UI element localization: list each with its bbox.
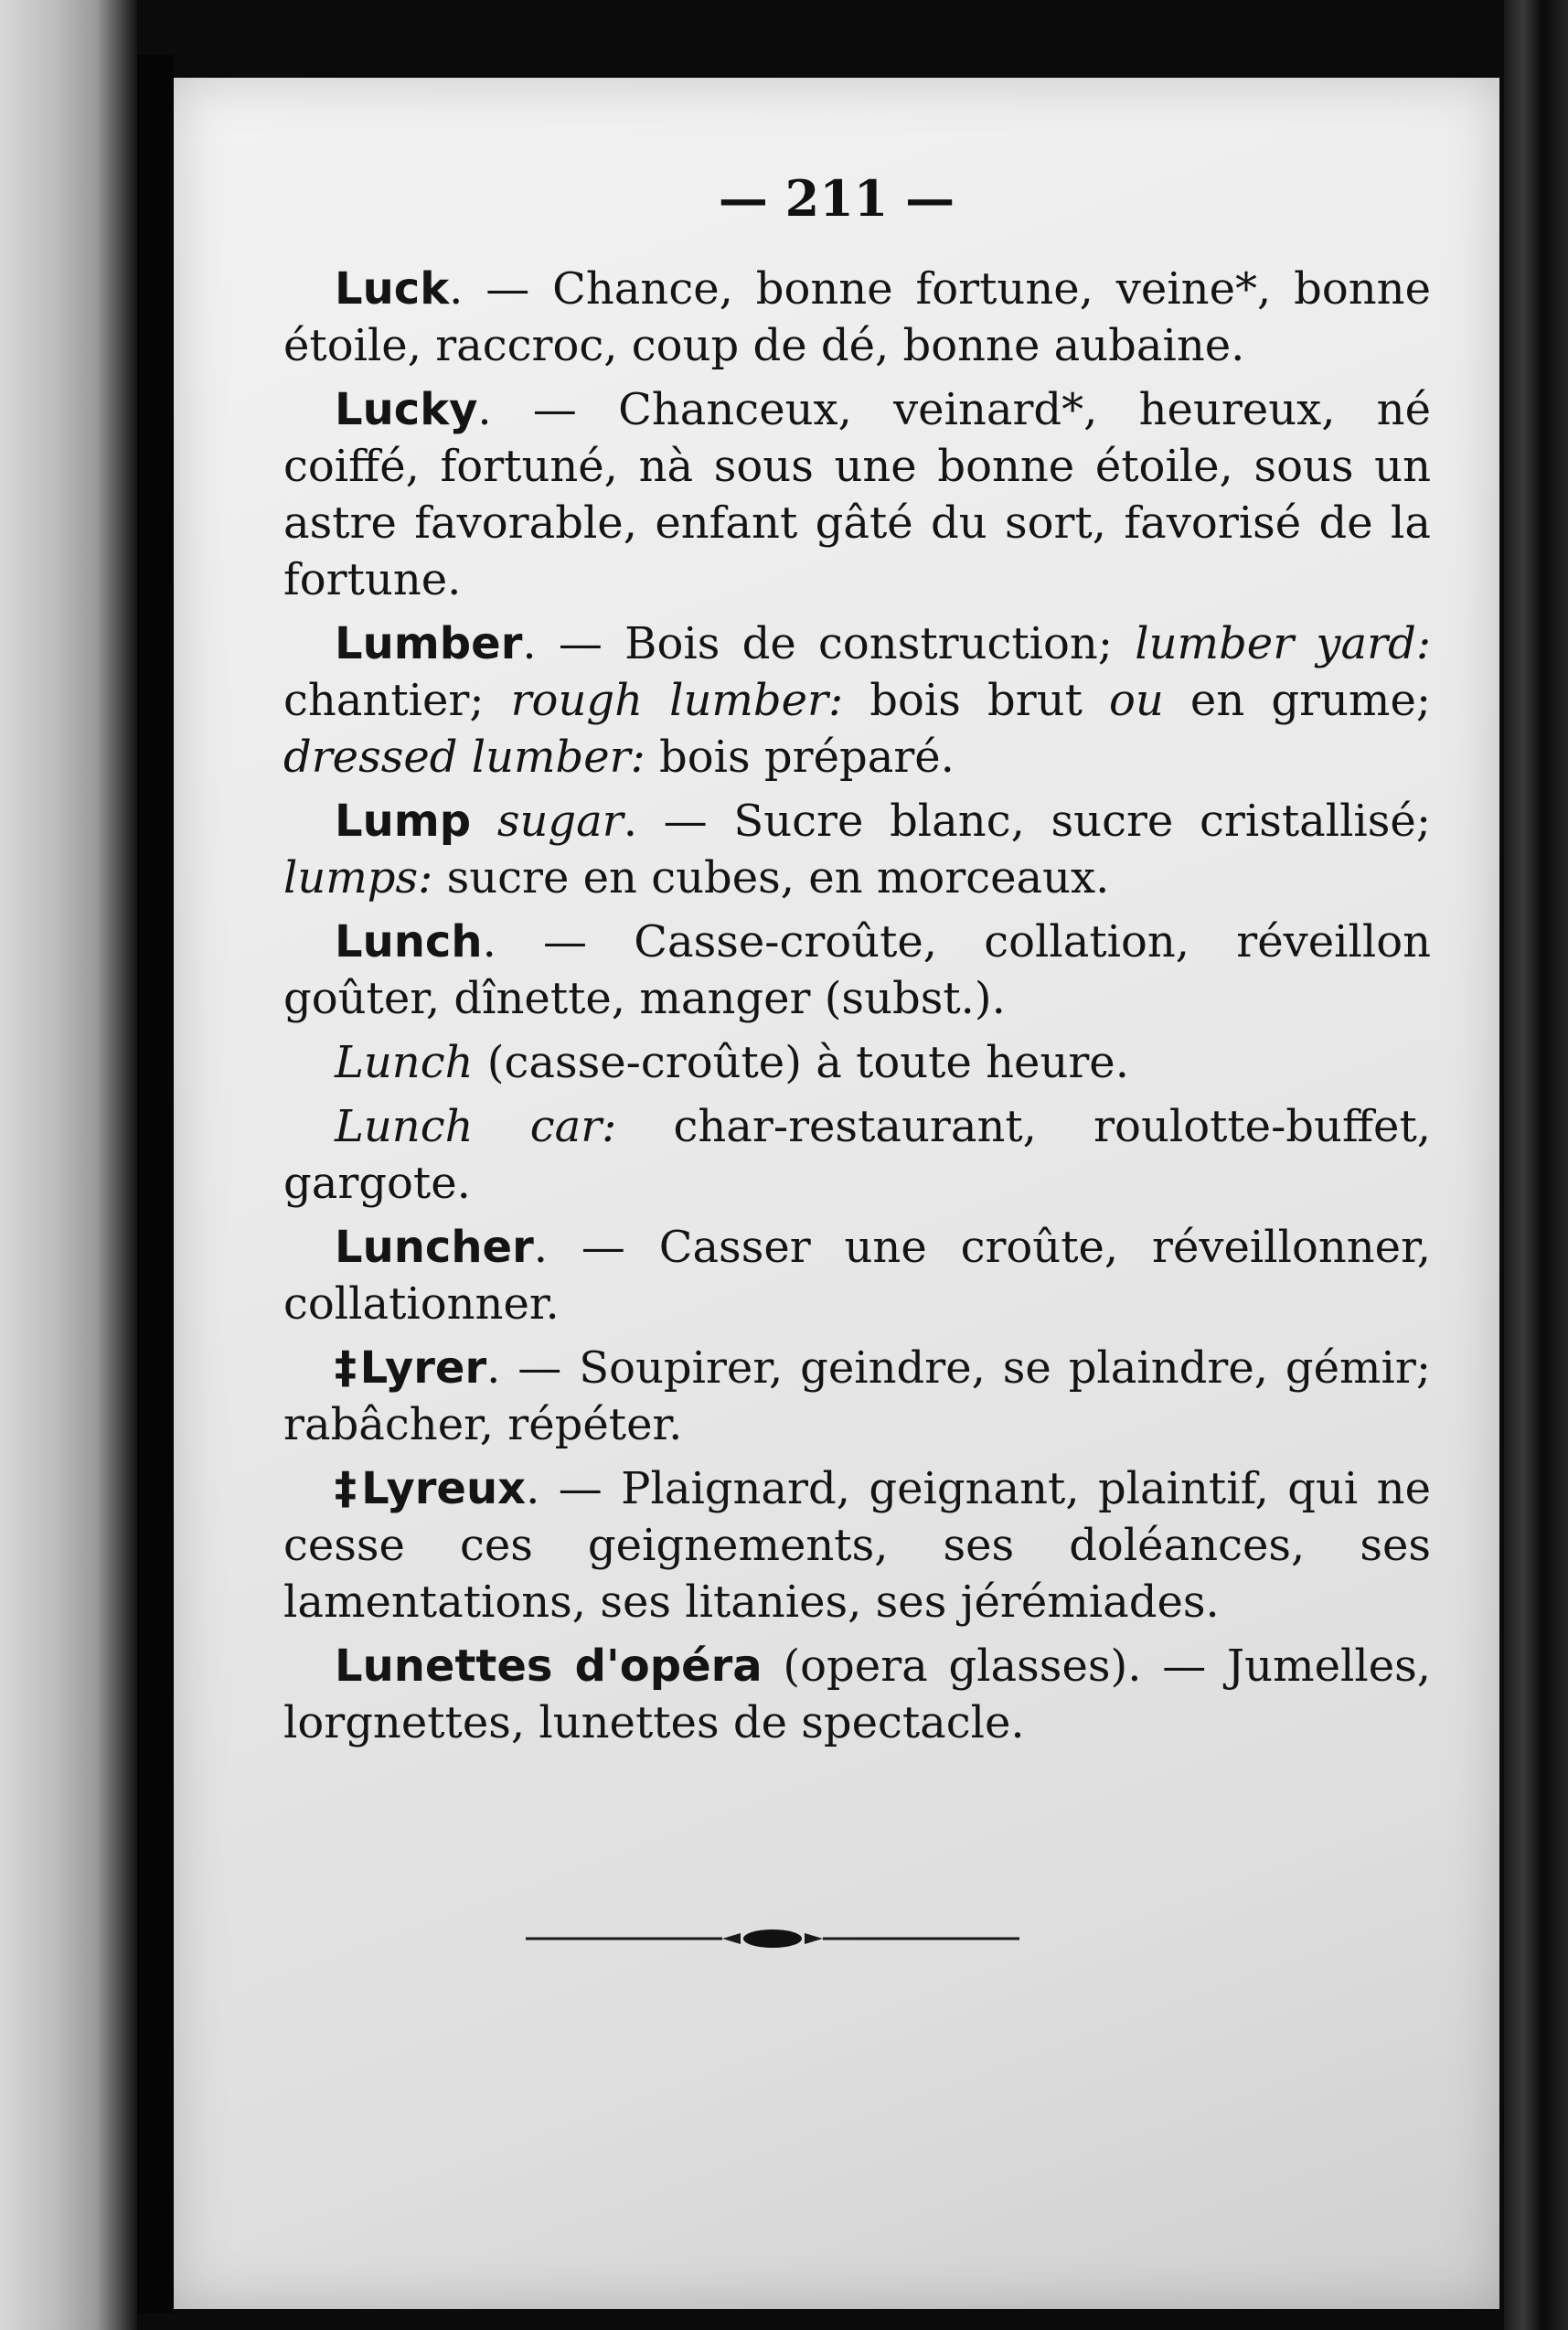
definition: chantier; [283,675,511,726]
italic-term: sugar [496,796,624,847]
definition: . — Bois de construction; [522,618,1136,669]
headword: Lunettes d'opéra [335,1641,763,1692]
headword: Lucky [335,384,478,435]
binding-edge [0,0,137,2330]
entry-lunettes-dopera [283,1638,1431,1751]
entry-lump-sugar [283,793,1431,906]
definition: . — Sucre blanc, sucre cristallisé; [623,796,1431,847]
definition: char-restaurant, roulotte-buffet, gargote. [283,1101,1432,1209]
italic-term: Lunch [335,1037,474,1088]
headword: Luncher [335,1222,534,1273]
definition: . — Plaignard, geignant, plaintif, qui ne cesse ces geignements, ses doléances, ses lamentations, ses litanies, ses jérémiades. [283,1463,1431,1628]
definition: en grume; [1163,675,1432,726]
definition: sucre en cubes, en morceaux. [432,852,1110,903]
headword: Lumber [335,618,523,669]
definition: . — Chanceux, veinard*, heureux, né coiffé, fortuné, nà sous une bonne étoile, sous un astre favorable, enfant gâté du sort, favorisé de la fortune. [283,384,1431,605]
book-page [174,78,1499,2309]
entry-luck [283,261,1431,374]
headword: ‡Lyreux [335,1463,527,1514]
headword: Luck [335,263,450,315]
entry-lumber [283,615,1431,786]
definition: . — Casse-croûte, collation, réveillon goûter, dînette, manger (subst.). [283,916,1431,1024]
binding-shadow [137,55,174,2314]
entry-lunch [283,914,1431,1027]
headword: Lunch [335,916,483,967]
entry-lyreux [283,1460,1431,1630]
entry-lunch-example [283,1034,1431,1091]
dictionary-text [283,261,1431,1758]
entry-lyrer [283,1340,1431,1453]
italic-term: Lunch car: [335,1101,617,1152]
page-number: — 211 — [718,169,955,228]
definition: bois brut [843,675,1109,726]
entry-lunch-car [283,1098,1431,1212]
definition: (opera glasses). — Jumelles, lorgnettes, lunettes de spectacle. [283,1641,1432,1748]
entry-lucky [283,381,1431,608]
headword: Lump [335,796,472,847]
page-edge [1504,0,1568,2330]
definition: (casse-croûte) à toute heure. [473,1037,1129,1088]
definition: . — Chance, bonne fortune, veine*, bonne étoile, raccroc, coup de dé, bonne aubaine. [283,263,1431,371]
italic-term: ou [1108,675,1164,726]
italic-term: dressed lumber: [283,732,645,783]
definition: bois préparé. [645,732,955,783]
definition: . — Soupirer, geindre, se plaindre, gémir; rabâcher, répéter. [283,1342,1432,1450]
end-ornament-icon [526,1920,1019,1957]
italic-term: lumber yard: [1135,618,1431,669]
headword: ‡Lyrer [335,1342,487,1394]
entry-luncher [283,1219,1431,1332]
italic-term: lumps: [283,852,433,903]
definition: . — Casser une croûte, réveillonner, collationner. [283,1222,1431,1330]
italic-term: rough lumber: [510,675,844,726]
